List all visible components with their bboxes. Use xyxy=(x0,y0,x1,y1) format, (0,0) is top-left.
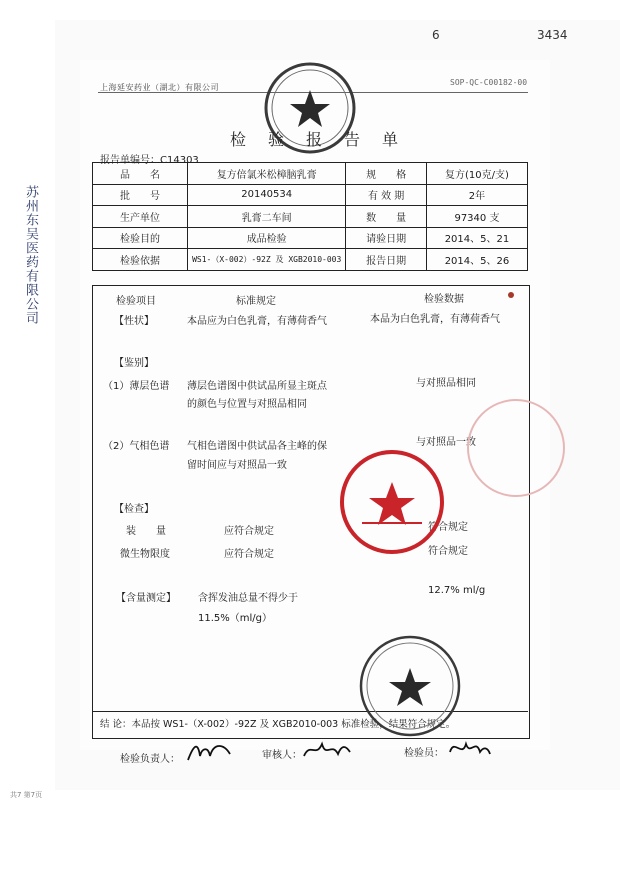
basis-label: 检验依据 xyxy=(93,249,188,271)
assay-standard-line2: 11.5%（ml/g） xyxy=(198,613,273,624)
column-header-data: 检验数据 xyxy=(424,294,464,305)
fill-standard: 应符合规定 xyxy=(224,526,274,537)
traits-data: 本品为白色乳膏，有薄荷香气 xyxy=(370,314,500,325)
identification-section-title: 【鉴别】 xyxy=(114,358,154,369)
batch-value: 20140534 xyxy=(188,184,346,206)
quality-management-stamp xyxy=(338,448,446,556)
chief-inspector-label: 检验负责人： xyxy=(120,754,180,765)
doc-number: SOP-QC-C00182-00 xyxy=(450,78,528,87)
table-row xyxy=(93,184,528,206)
assay-data: 12.7% ml/g xyxy=(428,585,486,596)
reference-number: 3434 xyxy=(537,28,568,42)
reviewer-label: 审核人： xyxy=(262,750,302,761)
tlc-data: 与对照品相同 xyxy=(416,378,476,389)
product-value: 复方倍氯米松樟脑乳膏 xyxy=(188,163,346,185)
assay-standard-line1: 含挥发油总量不得少于 xyxy=(198,593,298,604)
assay-section-title: 【含量测定】 xyxy=(116,593,176,604)
product-info-table xyxy=(92,162,528,271)
fill-data: 符合规定 xyxy=(428,522,468,533)
company-header: 上海延安药业（湖北）有限公司 xyxy=(100,83,219,92)
column-header-item: 检验项目 xyxy=(116,296,156,307)
gc-item: （2）气相色谱 xyxy=(103,441,170,452)
purpose-label: 检验目的 xyxy=(93,227,188,249)
microbial-data: 符合规定 xyxy=(428,546,468,557)
purpose-value: 成品检验 xyxy=(188,227,346,249)
microbial-standard: 应符合规定 xyxy=(224,549,274,560)
traits-standard: 本品应为白色乳膏，有薄荷香气 xyxy=(187,316,327,327)
ink-mark xyxy=(508,292,514,298)
bottom-seal-stamp xyxy=(356,632,464,740)
unit-value: 乳膏二车间 xyxy=(188,206,346,228)
request-date-label: 请验日期 xyxy=(346,227,427,249)
conclusion-text: 结 论：本品按 WS1-（X-002）-92Z 及 XGB2010-003 标准检验，结果符合规定。 xyxy=(100,719,456,730)
inspector-signature xyxy=(446,734,492,762)
basis-value: WS1-（X-002）-92Z 及 XGB2010-003 xyxy=(188,249,346,271)
report-number: 报告单编号：C14303 xyxy=(100,155,199,166)
report-title: 检验报告单 xyxy=(230,130,421,149)
validity-value: 2年 xyxy=(426,184,527,206)
page-number: 6 xyxy=(432,28,440,42)
tlc-standard-line2: 的颜色与位置与对照品相同 xyxy=(187,399,307,410)
quantity-value: 97340 支 xyxy=(426,206,527,228)
batch-label: 批 号 xyxy=(93,184,188,206)
traits-section-title: 【性状】 xyxy=(114,316,154,327)
chief-signature xyxy=(184,738,234,766)
faint-seal-stamp xyxy=(452,398,574,504)
unit-label: 生产单位 xyxy=(93,206,188,228)
fill-item: 装 量 xyxy=(126,526,166,537)
tlc-item: （1）薄层色谱 xyxy=(103,381,170,392)
column-header-standard: 标准规定 xyxy=(236,296,276,307)
table-row xyxy=(93,163,528,185)
vertical-company-name: 苏州东吴医药有限公司 xyxy=(23,185,38,325)
spec-label: 规 格 xyxy=(346,163,427,185)
gc-standard-line1: 气相色谱图中供试品各主峰的保 xyxy=(187,441,327,452)
validity-label: 有 效 期 xyxy=(346,184,427,206)
microbial-item: 微生物限度 xyxy=(120,549,170,560)
tlc-standard-line1: 薄层色谱图中供试品所显主斑点 xyxy=(187,381,327,392)
gc-standard-line2: 留时间应与对照品一致 xyxy=(187,460,287,471)
product-label: 品 名 xyxy=(93,163,188,185)
spec-value: 复方(10克/支) xyxy=(426,163,527,185)
report-date-value: 2014、5、26 xyxy=(426,249,527,271)
inspection-results-box xyxy=(92,285,530,739)
reviewer-signature xyxy=(300,736,352,764)
quantity-label: 数 量 xyxy=(346,206,427,228)
inspector-label: 检验员： xyxy=(404,748,444,759)
check-section-title: 【检查】 xyxy=(114,504,154,515)
table-row xyxy=(93,206,528,228)
request-date-value: 2014、5、21 xyxy=(426,227,527,249)
table-row xyxy=(93,249,528,271)
table-row xyxy=(93,227,528,249)
footer-mark: 共7 第7页 xyxy=(10,791,43,799)
report-date-label: 报告日期 xyxy=(346,249,427,271)
gc-data: 与对照品一致 xyxy=(416,437,476,448)
